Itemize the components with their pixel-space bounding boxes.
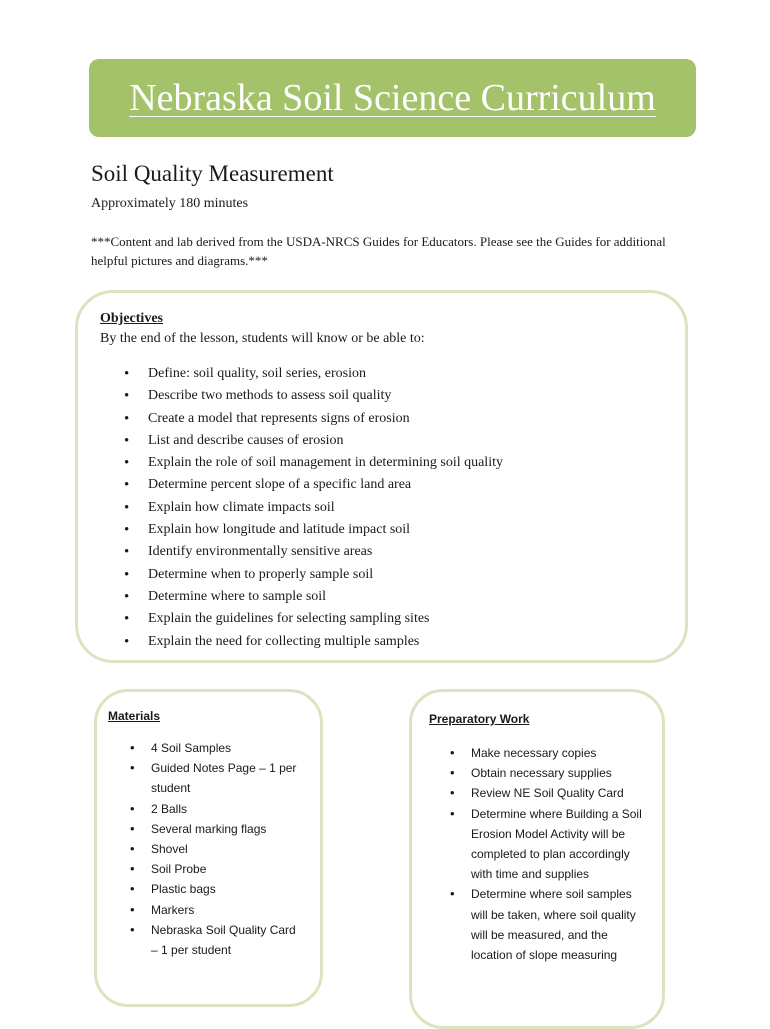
list-item: • Define: soil quality, soil series, erosion [124,363,503,385]
list-item: • Obtain necessary supplies [450,763,650,783]
list-item: • Explain how climate impacts soil [124,497,503,519]
list-item: • Determine where Building a Soil Erosion Model Activity will be completed to plan accordingly with time and supplies [450,804,650,885]
list-item: • Shovel [130,839,300,859]
list-item: • Determine when to properly sample soil [124,564,503,586]
list-item: • Review NE Soil Quality Card [450,783,650,803]
list-item: • Determine percent slope of a specific land area [124,474,503,496]
list-item: • Guided Notes Page – 1 per student [130,758,300,798]
objectives-panel [75,290,688,663]
list-item: • Determine where soil samples will be taken, where soil quality will be measured, and the location of slope measuring [450,884,650,965]
list-item: • Plastic bags [130,879,300,899]
source-note: ***Content and lab derived from the USDA-NRCS Guides for Educators. Please see the Guides for additional helpful pictures and diagrams.*** [91,234,666,268]
list-item: • Determine where to sample soil [124,586,503,608]
materials-heading: Materials [108,709,161,723]
materials-panel [94,689,323,1007]
list-item: • 2 Balls [130,799,300,819]
objectives-list [124,363,503,653]
list-item: • Markers [130,900,300,920]
objectives-heading: Objectives [100,311,163,326]
preparatory-list [450,743,650,965]
list-item: • List and describe causes of erosion [124,430,503,452]
lesson-title: Soil Quality Measurement [91,161,334,186]
list-item: • Describe two methods to assess soil quality [124,385,503,407]
list-item: • Create a model that represents signs of erosion [124,408,503,430]
list-item: • Explain how longitude and latitude impact soil [124,519,503,541]
objectives-intro: By the end of the lesson, students will know or be able to: [100,331,425,346]
list-item: • Identify environmentally sensitive areas [124,541,503,563]
list-item: • Explain the role of soil management in determining soil quality [124,452,503,474]
list-item: • Several marking flags [130,819,300,839]
list-item: • Explain the need for collecting multiple samples [124,631,503,653]
list-item: • Soil Probe [130,859,300,879]
list-item: • Explain the guidelines for selecting sampling sites [124,608,503,630]
preparatory-panel [409,689,665,1029]
list-item: • Make necessary copies [450,743,650,763]
lesson-duration: Approximately 180 minutes [91,196,249,211]
curriculum-title: Nebraska Soil Science Curriculum [129,77,656,119]
materials-list [130,738,300,960]
header-banner [89,59,696,137]
list-item: • Nebraska Soil Quality Card – 1 per student [130,920,300,960]
preparatory-heading: Preparatory Work [429,712,530,726]
list-item: • 4 Soil Samples [130,738,300,758]
